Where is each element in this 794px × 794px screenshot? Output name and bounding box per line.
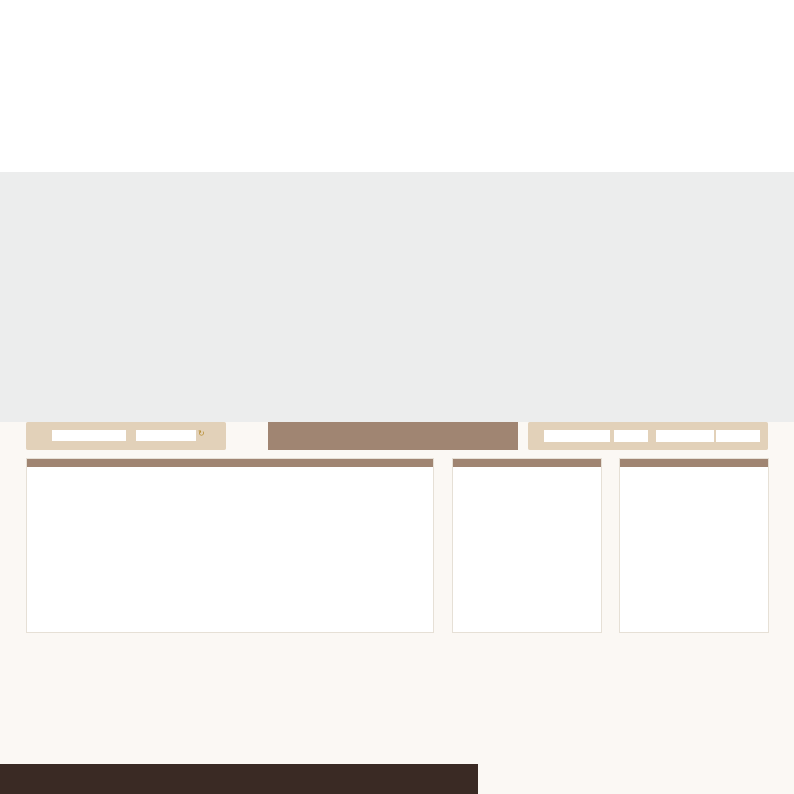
kpi-bar xyxy=(528,422,768,450)
year-dropdown[interactable] xyxy=(52,430,126,441)
reasons-title xyxy=(27,459,433,467)
kpi-total-overtime xyxy=(716,430,760,442)
top-leave-panel xyxy=(452,458,602,633)
month-title-bar xyxy=(268,422,518,450)
top-overtime-pie-chart xyxy=(620,469,768,559)
feature-top-overtime xyxy=(36,243,396,244)
reasons-bar-chart xyxy=(27,559,433,631)
select-month-step xyxy=(417,103,747,163)
top-leave-title xyxy=(453,459,601,467)
feature-employee-list xyxy=(36,303,396,304)
month-dropdown[interactable] xyxy=(136,430,196,441)
feature-timeoff-calendar xyxy=(36,360,396,361)
feature-top-leave xyxy=(36,186,396,187)
features-section xyxy=(0,172,794,422)
refresh-icon[interactable]: ↻ xyxy=(198,429,205,438)
kpi-total-leave-days xyxy=(614,430,648,442)
top-overtime-title xyxy=(620,459,768,467)
tracker-preview xyxy=(0,422,794,794)
feature-days-off xyxy=(412,243,772,244)
feature-overtime-total xyxy=(412,303,772,304)
top-leave-pie-chart xyxy=(453,469,601,559)
selector-bar xyxy=(26,422,226,450)
feature-data-visualization xyxy=(412,360,772,361)
feature-pto-hours xyxy=(412,186,772,187)
tab-banner xyxy=(0,764,478,794)
leave-reasons-panel xyxy=(26,458,434,633)
header-section xyxy=(0,0,794,172)
top-overtime-panel xyxy=(619,458,769,633)
select-year-step xyxy=(44,103,364,163)
